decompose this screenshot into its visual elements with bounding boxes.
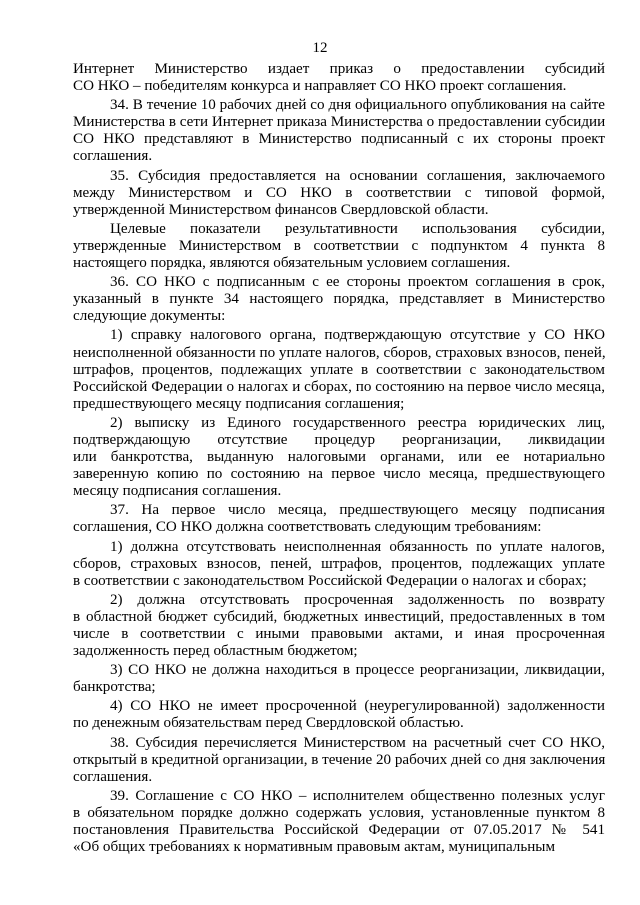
text-line: или банкротства, выданную налоговыми органами, или ее нотариально <box>73 449 605 466</box>
text-line: Российской Федерации о налогах и сборах, по состоянию на первое число месяца, <box>73 378 605 395</box>
text-line: 3) СО НКО не должна находиться в процессе реорганизации, ликвидации, <box>110 662 605 679</box>
text-line: по денежным обязательствам перед Свердловской областью. <box>73 715 464 732</box>
document-body <box>73 61 605 856</box>
text-line: сборов, страховых взносов, пеней, штрафов, процентов, подлежащих уплате <box>73 555 605 572</box>
text-line: числе в соответствии с иными правовыми актами, и иная просроченная <box>73 626 605 642</box>
text-line: 1) справку налогового органа, подтверждающую отсутствие у СО НКО <box>110 327 605 344</box>
text-line: соглашения. <box>73 768 153 785</box>
text-line: настоящего порядка, являются обязательным условием соглашения. <box>73 255 511 272</box>
text-line: задолженность перед областным бюджетом; <box>73 643 358 660</box>
paragraph <box>73 327 605 412</box>
text-line: 2) должна отсутствовать просроченная задолженность по возврату <box>110 591 605 608</box>
paragraph <box>73 415 605 500</box>
text-line: постановления Правительства Российской Федерации от 07.05.2017 № 541 <box>73 822 605 839</box>
page-number: 12 <box>312 40 328 56</box>
text-line: в областной бюджет субсидий, бюджетных инвестиций, предоставленных в том <box>73 608 605 625</box>
text-line: 34. В течение 10 рабочих дней со дня официального опубликования на сайте <box>110 97 605 114</box>
text-line: между Министерством и СО НКО в соответствии с типовой формой, <box>73 184 605 201</box>
text-line: 35. Субсидия предоставляется на основании соглашения, заключаемого <box>110 167 605 184</box>
text-line: СО НКО – победителям конкурса и направляет СО НКО проект соглашения. <box>73 78 567 95</box>
paragraph <box>73 788 605 856</box>
text-line: 1) должна отсутствовать неисполненная обязанность по уплате налогов, <box>110 538 605 555</box>
paragraph <box>73 274 605 325</box>
text-line: утвержденные Министерством в соответствии с подпунктом 4 пункта 8 <box>73 237 605 254</box>
text-line: банкротства; <box>73 679 156 696</box>
paragraph <box>73 735 605 786</box>
text-line: 2) выписку из Единого государственного реестра юридических лиц, <box>110 414 605 431</box>
text-line: «Об общих требованиях к нормативным правовым актам, муниципальным <box>73 839 555 856</box>
text-line: 38. Субсидия перечисляется Министерством на расчетный счет СО НКО, <box>110 734 605 751</box>
text-line: открытый в кредитной организации, в течение 20 рабочих дней со дня заключения <box>73 751 606 768</box>
text-line: 4) СО НКО не имеет просроченной (неурегулированной) задолженности <box>110 698 605 715</box>
text-line: соглашения. <box>73 148 153 165</box>
paragraph <box>73 539 605 590</box>
text-line: штрафов, процентов, подлежащих уплате в соответствии с законодательством <box>73 361 605 378</box>
text-line: неисполненной обязанности по уплате налогов, сборов, страховых взносов, пеней, <box>73 344 606 361</box>
text-line: подтверждающую отсутствие процедур реорганизации, ликвидации <box>73 431 605 448</box>
text-line: в соответствии с законодательством Российской Федерации о налогах и сборах; <box>73 572 587 589</box>
paragraph <box>73 168 605 219</box>
paragraph <box>73 97 605 165</box>
text-line: 39. Соглашение с СО НКО – исполнителем общественно полезных услуг <box>110 787 605 804</box>
text-line: предшествующего месяцу подписания соглашения; <box>73 395 405 412</box>
text-line: указанный в пункте 34 настоящего порядка, представляет в Министерство <box>73 291 605 308</box>
text-line: Министерства в сети Интернет приказа Министерства о предоставлении субсидии <box>73 114 606 131</box>
text-line: заверенную копию по состоянию на первое число месяца, предшествующего <box>73 466 605 483</box>
text-line: СО НКО представляют в Министерство подписанный с их стороны проект <box>73 131 605 148</box>
paragraph <box>73 61 605 95</box>
paragraph <box>73 502 605 536</box>
paragraph <box>73 662 605 696</box>
text-line: Интернет Министерство издает приказ о предоставлении субсидий <box>73 61 605 77</box>
paragraph <box>73 592 605 660</box>
text-line: 37. На первое число месяца, предшествующего месяцу подписания <box>110 502 605 519</box>
text-line: утвержденной Министерством финансов Свердловской области. <box>73 201 489 218</box>
paragraph <box>73 221 605 272</box>
paragraph <box>73 698 605 732</box>
text-line: соглашения, СО НКО должна соответствовать следующим требованиям: <box>73 519 542 536</box>
text-line: месяцу подписания соглашения. <box>73 483 282 500</box>
text-line: следующие документы: <box>73 308 226 325</box>
text-line: в обязательном порядке должно содержать условия, установленные пунктом 8 <box>73 804 605 821</box>
text-line: Целевые показатели результативности использования субсидии, <box>110 220 605 237</box>
text-line: 36. СО НКО с подписанным с ее стороны проектом соглашения в срок, <box>110 274 605 291</box>
